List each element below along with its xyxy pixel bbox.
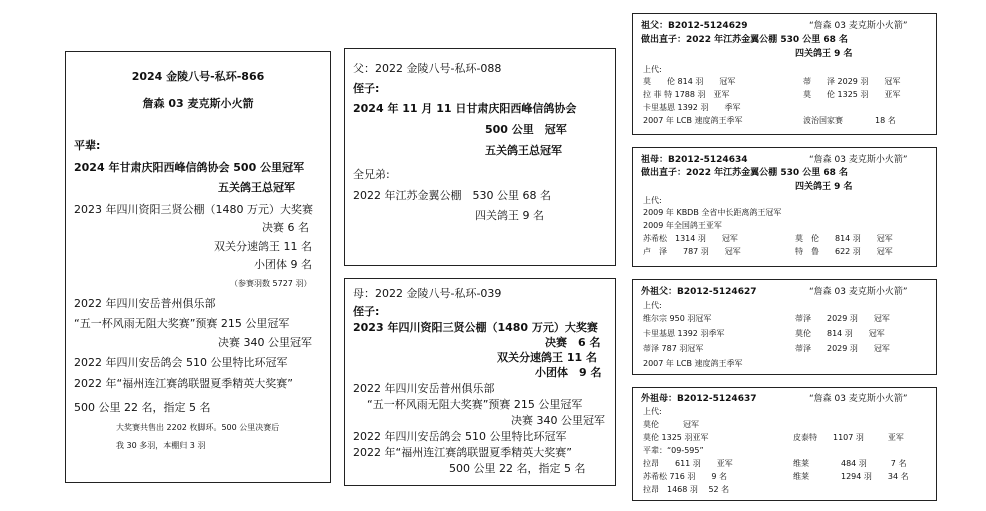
ancestor-record: 莫伦 1325 羽亚军	[643, 433, 709, 442]
sibling-line: 2022 年江苏金翼公棚 530 公里 68 名	[353, 189, 551, 202]
ancestor-record: 维莱 1294 羽 34 名	[793, 472, 909, 481]
achievement-line: 小团体 9 名	[254, 258, 312, 271]
achievement-line: 2024 年 11 月 11 日甘肃庆阳西峰信鸽协会	[353, 102, 577, 115]
maternal-grandmother-ring: 外祖母：B2012-5124637	[641, 394, 757, 404]
ancestor-record: 莫伦 冠军	[643, 420, 699, 429]
achievement-line: 决赛 6 名	[262, 221, 309, 234]
ancestor-record: 蒂泽 787 羽冠军	[643, 344, 704, 353]
achievement-line: 2022 年四川安岳鸽会 510 公里特比环冠军	[353, 430, 567, 443]
pigeon-panel	[65, 51, 331, 483]
entry-count-note: （参赛羽数 5727 羽）	[230, 279, 312, 288]
ancestor-record: 蒂泽 2029 羽 冠军	[795, 314, 890, 323]
ancestor-record: 平辈：“09-595”	[643, 446, 704, 455]
strain-name: “詹森 03 麦克斯小火箭”	[809, 394, 908, 404]
achievement-line: 2023 年四川资阳三贤公棚（1480 万元）大奖赛	[74, 203, 313, 216]
achievement-line: “五一杯风雨无阻大奖赛”预赛 215 公里冠军	[367, 398, 583, 411]
footnote: 我 30 多羽，本棚归 3 羽	[116, 441, 206, 450]
section-label: 平辈:	[74, 139, 101, 152]
strain-name: “詹森 03 麦克斯小火箭”	[809, 155, 908, 165]
achievement-line: “五一杯风雨无阻大奖赛”预赛 215 公里冠军	[74, 317, 290, 330]
achievement-line: 双关分速鸽王 11 名	[214, 240, 312, 253]
achievement-line: 500 公里 冠军	[485, 123, 567, 136]
achievement-line: 2022 年四川安岳普州俱乐部	[353, 382, 495, 395]
offspring-line: 做出直子：2022 年江苏金翼公棚 530 公里 68 名	[641, 35, 849, 45]
ancestor-record: 拉昂 611 羽 亚军	[643, 459, 733, 468]
ancestor-record: 皮泰特 1107 羽 亚军	[793, 433, 904, 442]
sibling-label: 全兄弟:	[353, 168, 390, 181]
ancestor-record: 莫 伦 814 羽 冠军	[795, 234, 893, 243]
maternal-grandfather-ring: 外祖父：B2012-5124627	[641, 287, 757, 297]
achievement-line: 2023 年四川资阳三贤公棚（1480 万元）大奖赛	[353, 321, 598, 334]
offspring-label: 侄子:	[353, 82, 380, 95]
achievement-line: 2022 年四川安岳鸽会 510 公里特比环冠军	[74, 356, 288, 369]
ancestor-record: 莫 伦 814 羽 冠军	[643, 77, 736, 86]
pigeon-name: 詹森 03 麦克斯小火箭	[142, 97, 254, 110]
ancestor-record: 卢 泽 787 羽 冠军	[643, 247, 741, 256]
grandmother-ring: 祖母：B2012-5124634	[641, 155, 748, 165]
achievement-line: 2022 年“福州连江赛鸽联盟夏季精英大奖赛”	[353, 446, 572, 459]
ancestor-record: 苏希松 716 羽 9 名	[643, 472, 727, 481]
ancestor-record: 莫 伦 1325 羽 亚军	[803, 90, 901, 99]
ancestor-record: 卡里基恩 1392 羽 季军	[643, 103, 741, 112]
achievement-line: 决赛 340 公里冠军	[218, 336, 312, 349]
ancestor-record: 2009 年全国鸽王亚军	[643, 221, 722, 230]
ancestor-record: 2009 年 KBDB 全省中长距离鸽王冠军	[643, 208, 782, 217]
maternal-grandmother-panel	[632, 387, 937, 501]
ancestor-record: 波治国家赛 18 名	[803, 116, 896, 125]
ancestor-record: 蒂泽 2029 羽 冠军	[795, 344, 890, 353]
grandmother-panel	[632, 147, 937, 267]
achievement-line: 500 公里 22 名，指定 5 名	[74, 401, 211, 414]
achievement-line: 小团体 9 名	[535, 366, 602, 379]
sibling-line: 四关鸽王 9 名	[475, 209, 544, 222]
footnote: 大奖赛共售出 2202 枚脚环。500 公里决赛后	[116, 423, 280, 432]
achievement-line: 2022 年“福州连江赛鸽联盟夏季精英大奖赛”	[74, 377, 293, 390]
ancestor-record: 2007 年 LCB 速度鸽王季军	[643, 359, 743, 368]
mother-ring: 母：2022 金陵八号-私环-039	[353, 287, 502, 300]
achievement-line: 决赛 340 公里冠军	[511, 414, 605, 427]
ancestors-label: 上代:	[643, 196, 662, 205]
ancestor-record: 拉 菲 特 1788 羽 亚军	[643, 90, 730, 99]
grandfather-panel	[632, 13, 937, 135]
ancestor-record: 2007 年 LCB 速度鸽王季军	[643, 116, 743, 125]
achievement-line: 决赛 6 名	[545, 336, 601, 349]
offspring-line: 四关鸽王 9 名	[795, 49, 853, 59]
father-panel	[344, 48, 616, 266]
ancestor-record: 特 鲁 622 羽 冠军	[795, 247, 893, 256]
ancestor-record: 苏希松 1314 羽 冠军	[643, 234, 738, 243]
ancestors-label: 上代:	[643, 301, 662, 310]
achievement-line: 五关鸽王总冠军	[485, 144, 562, 157]
offspring-label: 侄子:	[353, 305, 380, 318]
strain-name: “詹森 03 麦克斯小火箭”	[809, 287, 908, 297]
ancestor-record: 蒂 泽 2029 羽 冠军	[803, 77, 901, 86]
ancestors-label: 上代:	[643, 407, 662, 416]
achievement-line: 2022 年四川安岳普州俱乐部	[74, 297, 216, 310]
ancestor-record: 卡里基恩 1392 羽季军	[643, 329, 725, 338]
achievement-line: 五关鸽王总冠军	[218, 181, 295, 194]
grandfather-ring: 祖父：B2012-5124629	[641, 21, 748, 31]
offspring-line: 四关鸽王 9 名	[795, 182, 853, 192]
ancestor-record: 维尔宗 950 羽冠军	[643, 314, 712, 323]
father-ring: 父：2022 金陵八号-私环-088	[353, 62, 502, 75]
ancestor-record: 莫伦 814 羽 冠军	[795, 329, 885, 338]
ancestors-label: 上代:	[643, 65, 662, 74]
mother-panel	[344, 278, 616, 486]
strain-name: “詹森 03 麦克斯小火箭”	[809, 21, 908, 31]
achievement-line: 双关分速鸽王 11 名	[497, 351, 597, 364]
maternal-grandfather-panel	[632, 279, 937, 375]
ancestor-record: 维莱 484 羽 7 名	[793, 459, 907, 468]
ancestor-record: 拉昂 1468 羽 52 名	[643, 485, 730, 494]
achievement-line: 2024 年甘肃庆阳西峰信鸽协会 500 公里冠军	[74, 161, 305, 174]
achievement-line: 500 公里 22 名，指定 5 名	[449, 462, 586, 475]
pigeon-ring: 2024 金陵八号-私环-866	[131, 70, 265, 83]
offspring-line: 做出直子：2022 年江苏金翼公棚 530 公里 68 名	[641, 168, 849, 178]
